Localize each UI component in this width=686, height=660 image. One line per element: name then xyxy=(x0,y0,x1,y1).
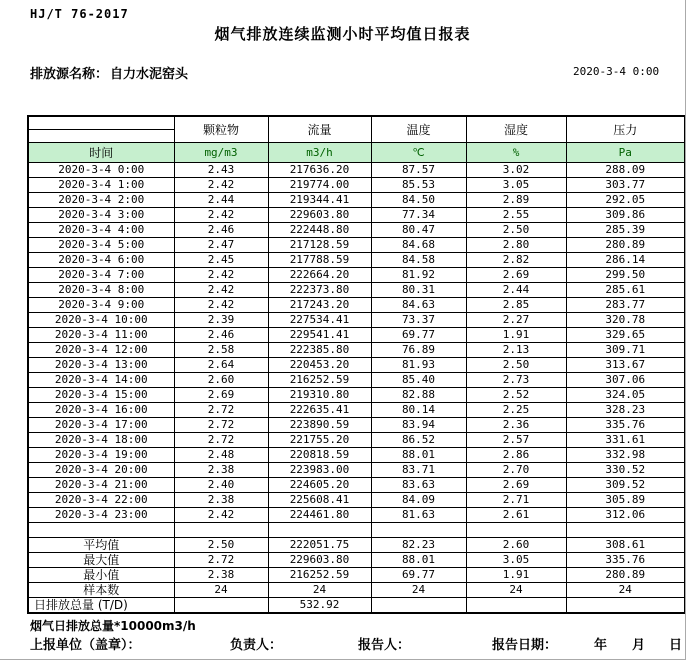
summary-label-cell: 最小值 xyxy=(28,567,174,582)
value-cell: 80.31 xyxy=(371,282,466,297)
value-cell: 84.63 xyxy=(371,297,466,312)
hourly-data-row xyxy=(28,342,685,357)
value-cell: 329.65 xyxy=(566,327,685,342)
hourly-data-row xyxy=(28,237,685,252)
value-cell: 86.52 xyxy=(371,432,466,447)
summary-value-cell: 3.05 xyxy=(466,552,566,567)
hourly-data-row xyxy=(28,252,685,267)
summary-row xyxy=(28,552,685,567)
value-cell: 2.71 xyxy=(466,492,566,507)
value-cell: 313.67 xyxy=(566,357,685,372)
empty-cell xyxy=(371,522,466,537)
hourly-data-row xyxy=(28,222,685,237)
value-cell: 2.89 xyxy=(466,192,566,207)
value-cell: 2.61 xyxy=(466,507,566,522)
value-cell: 309.71 xyxy=(566,342,685,357)
value-cell: 299.50 xyxy=(566,267,685,282)
summary-value-cell: 308.61 xyxy=(566,537,685,552)
time-cell: 2020-3-4 5:00 xyxy=(28,237,174,252)
hourly-data-row xyxy=(28,357,685,372)
summary-value-cell: 222051.75 xyxy=(268,537,371,552)
value-cell: 2.46 xyxy=(174,327,268,342)
hourly-data-row xyxy=(28,312,685,327)
value-cell: 2.38 xyxy=(174,492,268,507)
time-cell: 2020-3-4 4:00 xyxy=(28,222,174,237)
time-cell: 2020-3-4 3:00 xyxy=(28,207,174,222)
value-cell: 2.86 xyxy=(466,447,566,462)
hourly-data-row xyxy=(28,447,685,462)
value-cell: 2.69 xyxy=(174,387,268,402)
value-cell: 217243.20 xyxy=(268,297,371,312)
value-cell: 85.53 xyxy=(371,177,466,192)
value-cell: 2.69 xyxy=(466,477,566,492)
value-cell: 220453.20 xyxy=(268,357,371,372)
time-cell: 2020-3-4 6:00 xyxy=(28,252,174,267)
hourly-data-row xyxy=(28,297,685,312)
summary-value-cell: 24 xyxy=(566,582,685,597)
reporting-unit-label: 上报单位（盖章）： xyxy=(30,638,141,653)
value-cell: 84.58 xyxy=(371,252,466,267)
value-cell: 216252.59 xyxy=(268,372,371,387)
value-cell: 2.36 xyxy=(466,417,566,432)
value-cell: 2.69 xyxy=(466,267,566,282)
summary-label-cell: 样本数 xyxy=(28,582,174,597)
summary-value-cell: 1.91 xyxy=(466,567,566,582)
value-cell: 2.42 xyxy=(174,297,268,312)
value-cell: 2.44 xyxy=(466,282,566,297)
value-cell: 223890.59 xyxy=(268,417,371,432)
value-cell: 222448.80 xyxy=(268,222,371,237)
value-cell: 217788.59 xyxy=(268,252,371,267)
value-cell: 85.40 xyxy=(371,372,466,387)
value-cell: 2.73 xyxy=(466,372,566,387)
summary-value-cell: 2.60 xyxy=(466,537,566,552)
summary-value-cell: 2.50 xyxy=(174,537,268,552)
value-cell: 303.77 xyxy=(566,177,685,192)
hourly-data-row xyxy=(28,177,685,192)
value-cell: 2.64 xyxy=(174,357,268,372)
summary-body xyxy=(28,522,685,613)
value-cell: 2.38 xyxy=(174,462,268,477)
time-cell: 2020-3-4 17:00 xyxy=(28,417,174,432)
value-cell: 84.09 xyxy=(371,492,466,507)
value-cell: 2.46 xyxy=(174,222,268,237)
time-cell: 2020-3-4 23:00 xyxy=(28,507,174,522)
daily-total-value-cell: 532.92 xyxy=(268,597,371,613)
value-cell: 305.89 xyxy=(566,492,685,507)
unit-cell-temperature: ℃ xyxy=(371,142,466,162)
time-cell: 2020-3-4 13:00 xyxy=(28,357,174,372)
value-cell: 1.91 xyxy=(466,327,566,342)
value-cell: 285.61 xyxy=(566,282,685,297)
time-cell: 2020-3-4 2:00 xyxy=(28,192,174,207)
value-cell: 2.39 xyxy=(174,312,268,327)
value-cell: 219344.41 xyxy=(268,192,371,207)
value-cell: 2.42 xyxy=(174,177,268,192)
value-cell: 2.50 xyxy=(466,222,566,237)
value-cell: 330.52 xyxy=(566,462,685,477)
value-cell: 307.06 xyxy=(566,372,685,387)
summary-row xyxy=(28,567,685,582)
value-cell: 288.09 xyxy=(566,162,685,177)
empty-cell xyxy=(28,522,174,537)
value-cell: 2.47 xyxy=(174,237,268,252)
source-row xyxy=(0,63,685,81)
hourly-data-body xyxy=(28,162,685,522)
report-datetime: 2020-3-4 0:00 xyxy=(573,65,660,78)
hourly-data-row xyxy=(28,372,685,387)
value-cell: 83.63 xyxy=(371,477,466,492)
hourly-data-row xyxy=(28,192,685,207)
time-cell: 2020-3-4 15:00 xyxy=(28,387,174,402)
value-cell: 222385.80 xyxy=(268,342,371,357)
value-cell: 2.48 xyxy=(174,447,268,462)
value-cell: 324.05 xyxy=(566,387,685,402)
value-cell: 229541.41 xyxy=(268,327,371,342)
value-cell: 285.39 xyxy=(566,222,685,237)
summary-value-cell: 88.01 xyxy=(371,552,466,567)
summary-label-cell: 最大值 xyxy=(28,552,174,567)
empty-cell xyxy=(566,522,685,537)
value-cell: 286.14 xyxy=(566,252,685,267)
hourly-data-row xyxy=(28,207,685,222)
unit-cell-pressure: Pa xyxy=(566,142,685,162)
hourly-data-row xyxy=(28,387,685,402)
time-cell: 2020-3-4 20:00 xyxy=(28,462,174,477)
summary-value-cell: 24 xyxy=(466,582,566,597)
hourly-data-row xyxy=(28,162,685,177)
value-cell: 220818.59 xyxy=(268,447,371,462)
value-cell: 81.63 xyxy=(371,507,466,522)
year-label: 年 xyxy=(594,638,608,653)
hourly-data-row xyxy=(28,402,685,417)
empty-cell xyxy=(566,597,685,613)
value-cell: 2.45 xyxy=(174,252,268,267)
summary-value-cell: 335.76 xyxy=(566,552,685,567)
value-cell: 2.72 xyxy=(174,432,268,447)
column-header-particulate: 颗粒物 xyxy=(174,116,268,142)
summary-value-cell: 216252.59 xyxy=(268,567,371,582)
value-cell: 2.13 xyxy=(466,342,566,357)
value-cell: 2.85 xyxy=(466,297,566,312)
time-cell: 2020-3-4 0:00 xyxy=(28,162,174,177)
summary-value-cell: 229603.80 xyxy=(268,552,371,567)
value-cell: 2.60 xyxy=(174,372,268,387)
source-name-label: 排放源名称： xyxy=(30,67,109,82)
value-cell: 2.25 xyxy=(466,402,566,417)
time-cell: 2020-3-4 18:00 xyxy=(28,432,174,447)
unit-cell-humidity: % xyxy=(466,142,566,162)
report-date-label: 报告日期： xyxy=(492,638,558,653)
hourly-data-row xyxy=(28,327,685,342)
value-cell: 2.82 xyxy=(466,252,566,267)
summary-row xyxy=(28,537,685,552)
time-cell: 2020-3-4 21:00 xyxy=(28,477,174,492)
time-cell: 2020-3-4 7:00 xyxy=(28,267,174,282)
daily-total-label-cell: 日排放总量 (T/D) xyxy=(28,597,174,613)
value-cell: 87.57 xyxy=(371,162,466,177)
empty-cell xyxy=(466,522,566,537)
summary-value-cell: 24 xyxy=(371,582,466,597)
units-row xyxy=(28,142,685,162)
responsible-person-label: 负责人： xyxy=(230,638,283,653)
time-cell: 2020-3-4 11:00 xyxy=(28,327,174,342)
time-cell: 2020-3-4 8:00 xyxy=(28,282,174,297)
unit-cell-particulate: mg/m3 xyxy=(174,142,268,162)
value-cell: 283.77 xyxy=(566,297,685,312)
value-cell: 2.80 xyxy=(466,237,566,252)
summary-label-cell: 平均值 xyxy=(28,537,174,552)
value-cell: 76.89 xyxy=(371,342,466,357)
value-cell: 224461.80 xyxy=(268,507,371,522)
value-cell: 280.89 xyxy=(566,237,685,252)
value-cell: 2.43 xyxy=(174,162,268,177)
time-header-cell: 时间 xyxy=(28,142,174,162)
value-cell: 217636.20 xyxy=(268,162,371,177)
hourly-data-row xyxy=(28,282,685,297)
hourly-data-row xyxy=(28,267,685,282)
value-cell: 217128.59 xyxy=(268,237,371,252)
report-table xyxy=(27,115,686,614)
value-cell: 219774.00 xyxy=(268,177,371,192)
value-cell: 82.88 xyxy=(371,387,466,402)
value-cell: 2.44 xyxy=(174,192,268,207)
summary-value-cell: 24 xyxy=(174,582,268,597)
value-cell: 81.93 xyxy=(371,357,466,372)
hourly-data-row xyxy=(28,507,685,522)
value-cell: 2.70 xyxy=(466,462,566,477)
value-cell: 320.78 xyxy=(566,312,685,327)
value-cell: 225608.41 xyxy=(268,492,371,507)
value-cell: 223983.00 xyxy=(268,462,371,477)
standard-number: HJ/T 76-2017 xyxy=(30,7,129,21)
hourly-data-row xyxy=(28,462,685,477)
value-cell: 2.55 xyxy=(466,207,566,222)
value-cell: 77.34 xyxy=(371,207,466,222)
hourly-data-row xyxy=(28,432,685,447)
summary-value-cell: 82.23 xyxy=(371,537,466,552)
value-cell: 2.72 xyxy=(174,402,268,417)
value-cell: 2.42 xyxy=(174,282,268,297)
hourly-data-row xyxy=(28,492,685,507)
empty-cell xyxy=(174,522,268,537)
value-cell: 224605.20 xyxy=(268,477,371,492)
value-cell: 2.52 xyxy=(466,387,566,402)
blank-corner-cell-bottom xyxy=(28,129,174,142)
daily-total-row xyxy=(28,597,685,613)
column-header-flow: 流量 xyxy=(268,116,371,142)
summary-value-cell: 2.38 xyxy=(174,567,268,582)
time-cell: 2020-3-4 12:00 xyxy=(28,342,174,357)
footer-note: 烟气日排放总量*10000m3/h xyxy=(30,619,196,633)
value-cell: 309.52 xyxy=(566,477,685,492)
value-cell: 331.61 xyxy=(566,432,685,447)
value-cell: 2.58 xyxy=(174,342,268,357)
value-cell: 88.01 xyxy=(371,447,466,462)
value-cell: 2.72 xyxy=(174,417,268,432)
time-cell: 2020-3-4 9:00 xyxy=(28,297,174,312)
summary-value-cell: 280.89 xyxy=(566,567,685,582)
value-cell: 328.23 xyxy=(566,402,685,417)
month-label: 月 xyxy=(632,638,646,653)
value-cell: 292.05 xyxy=(566,192,685,207)
value-cell: 83.94 xyxy=(371,417,466,432)
value-cell: 2.50 xyxy=(466,357,566,372)
time-cell: 2020-3-4 22:00 xyxy=(28,492,174,507)
value-cell: 73.37 xyxy=(371,312,466,327)
time-cell: 2020-3-4 16:00 xyxy=(28,402,174,417)
value-cell: 221755.20 xyxy=(268,432,371,447)
value-cell: 2.40 xyxy=(174,477,268,492)
source-name-value: 自力水泥窑头 xyxy=(110,67,189,82)
time-cell: 2020-3-4 19:00 xyxy=(28,447,174,462)
value-cell: 332.98 xyxy=(566,447,685,462)
value-cell: 2.42 xyxy=(174,507,268,522)
empty-cell xyxy=(268,522,371,537)
reporter-label: 报告人： xyxy=(358,638,411,653)
blank-corner-cell-top xyxy=(28,116,174,129)
hourly-data-row xyxy=(28,417,685,432)
time-cell: 2020-3-4 10:00 xyxy=(28,312,174,327)
value-cell: 2.42 xyxy=(174,207,268,222)
empty-cell xyxy=(466,597,566,613)
value-cell: 84.50 xyxy=(371,192,466,207)
page-title: 烟气排放连续监测小时平均值日报表 xyxy=(214,25,471,43)
empty-cell xyxy=(371,597,466,613)
value-cell: 222635.41 xyxy=(268,402,371,417)
footer-signature-line xyxy=(0,634,685,652)
summary-value-cell: 69.77 xyxy=(371,567,466,582)
value-cell: 2.42 xyxy=(174,267,268,282)
spacer-row xyxy=(28,522,685,537)
time-cell: 2020-3-4 1:00 xyxy=(28,177,174,192)
header-row-top xyxy=(28,116,685,129)
value-cell: 229603.80 xyxy=(268,207,371,222)
empty-cell xyxy=(174,597,268,613)
value-cell: 3.02 xyxy=(466,162,566,177)
value-cell: 312.06 xyxy=(566,507,685,522)
value-cell: 219310.80 xyxy=(268,387,371,402)
value-cell: 80.14 xyxy=(371,402,466,417)
day-label: 日 xyxy=(669,638,683,653)
column-header-temperature: 温度 xyxy=(371,116,466,142)
column-header-pressure: 压力 xyxy=(566,116,685,142)
summary-value-cell: 24 xyxy=(268,582,371,597)
value-cell: 80.47 xyxy=(371,222,466,237)
value-cell: 69.77 xyxy=(371,327,466,342)
unit-cell-flow: m3/h xyxy=(268,142,371,162)
summary-row xyxy=(28,582,685,597)
value-cell: 81.92 xyxy=(371,267,466,282)
value-cell: 222373.80 xyxy=(268,282,371,297)
value-cell: 3.05 xyxy=(466,177,566,192)
column-header-humidity: 湿度 xyxy=(466,116,566,142)
hourly-data-row xyxy=(28,477,685,492)
value-cell: 83.71 xyxy=(371,462,466,477)
value-cell: 227534.41 xyxy=(268,312,371,327)
value-cell: 335.76 xyxy=(566,417,685,432)
summary-value-cell: 2.72 xyxy=(174,552,268,567)
value-cell: 2.27 xyxy=(466,312,566,327)
value-cell: 84.68 xyxy=(371,237,466,252)
value-cell: 222664.20 xyxy=(268,267,371,282)
value-cell: 309.86 xyxy=(566,207,685,222)
time-cell: 2020-3-4 14:00 xyxy=(28,372,174,387)
value-cell: 2.57 xyxy=(466,432,566,447)
